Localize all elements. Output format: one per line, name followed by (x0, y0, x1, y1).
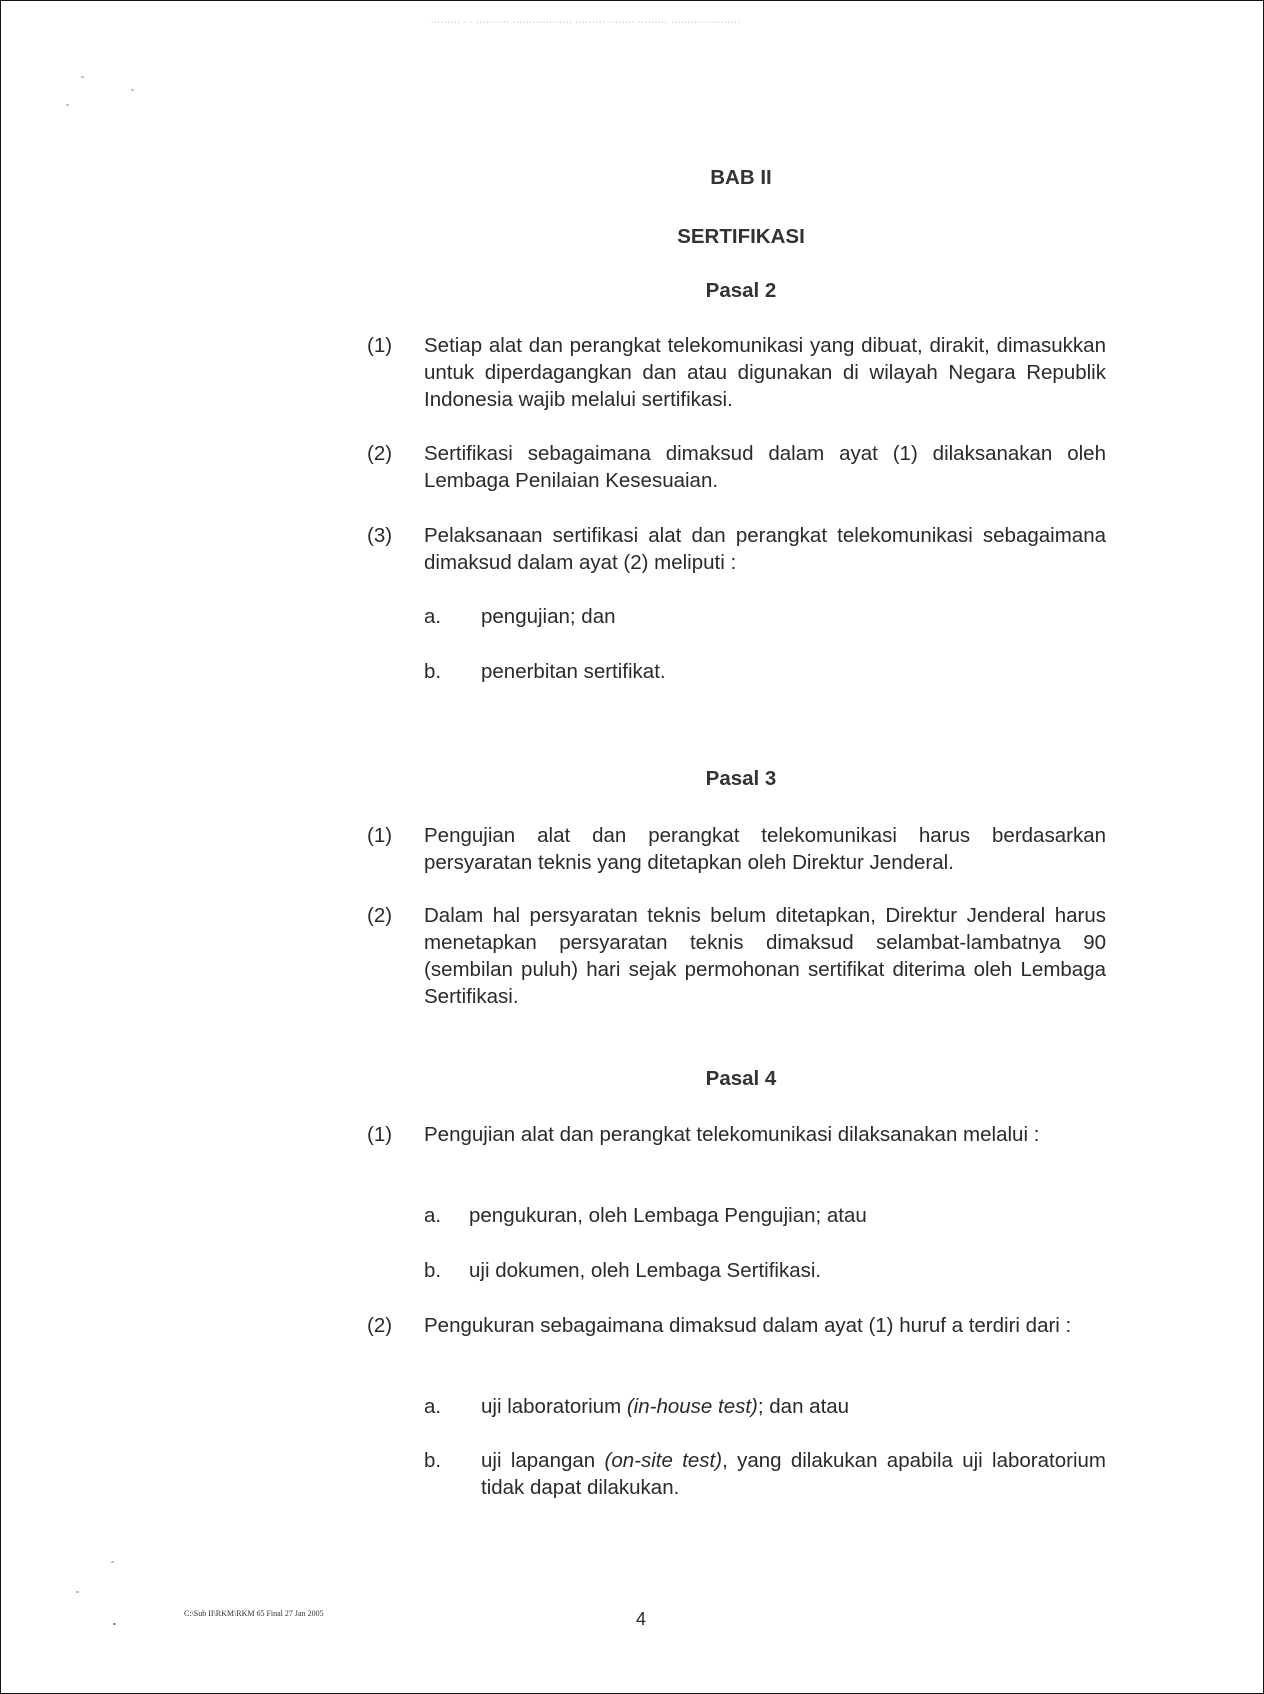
chapter-title: SERTIFIKASI (677, 225, 805, 248)
item-a-text-post: ; dan atau (757, 1395, 850, 1418)
pasal-2-ayat-1-number: (1) (367, 334, 393, 357)
pasal-2-ayat-3-number: (3) (367, 524, 393, 547)
item-b-text-post: , yang dilakukan apabila uji laboratorium tidak dapat dilakukan. (481, 1449, 1106, 1499)
pasal-4-ayat-1-number: (1) (367, 1123, 393, 1146)
pasal-4-item-a-text: pengukuran, oleh Lembaga Pengujian; atau (469, 1204, 867, 1227)
pasal-2-ayat-2-number: (2) (367, 442, 393, 465)
pasal-4-item-a-label: a. (424, 1204, 442, 1227)
pasal-3-ayat-1-text: Pengujian alat dan perangkat telekomunikasi harus berdasarkan persyaratan teknis yang ditetapkan oleh Direktur Jenderal. (424, 824, 1106, 874)
chapter-heading: BAB II (710, 166, 772, 189)
pasal-4-item-b-text: uji dokumen, oleh Lembaga Sertifikasi. (469, 1259, 822, 1282)
pasal-2-item-a-label: a. (424, 605, 442, 628)
pasal-3-ayat-2-text: Dalam hal persyaratan teknis belum ditetapkan, Direktur Jenderal harus menetapkan persyaratan teknis dimaksud selambat-lambatnya 90 (sembilan puluh) hari sejak permohonan sertifikat diterima oleh Lembaga Sertifikasi. (424, 904, 1106, 1008)
pasal-4-ayat-2-item-a-text (481, 1393, 1106, 1420)
pasal-2-item-a-text: pengujian; dan (481, 605, 616, 628)
footer-file-path: C:\Sub II\RKM\RKM 65 Final 27 Jan 2005 (184, 1609, 324, 1618)
header-scan-noise: ········· · · ·········· ·················· ········· ········ ········· ····················· (431, 19, 742, 26)
pasal-2-title: Pasal 2 (705, 279, 777, 302)
pasal-2-item-b-label: b. (424, 660, 442, 683)
pasal-2-ayat-2-text: Sertifikasi sebagaimana dimaksud dalam ayat (1) dilaksanakan oleh Lembaga Penilaian Kesesuaian. (424, 442, 1106, 492)
page-number: 4 (636, 1609, 647, 1629)
scan-speck (111, 1561, 114, 1563)
item-b-text-italic: (on-site test) (604, 1449, 723, 1472)
scan-speck (81, 76, 84, 78)
pasal-4-ayat-2-item-b-label: b. (424, 1449, 442, 1472)
pasal-4-item-b-label: b. (424, 1259, 442, 1282)
pasal-2-ayat-3-text: Pelaksanaan sertifikasi alat dan perangkat telekomunikasi sebagaimana dimaksud dalam ayat (2) meliputi : (424, 524, 1106, 574)
pasal-4-ayat-2-text: Pengukuran sebagaimana dimaksud dalam ayat (1) huruf a terdiri dari : (424, 1314, 1072, 1337)
pasal-3-title: Pasal 3 (705, 767, 777, 790)
pasal-4-title: Pasal 4 (705, 1067, 777, 1090)
item-a-text-pre: uji laboratorium (481, 1395, 627, 1418)
pasal-3-ayat-1-number: (1) (367, 824, 393, 847)
scan-speck (113, 1623, 116, 1625)
item-a-text-italic: (in-house test) (626, 1395, 758, 1418)
pasal-4-ayat-2-number: (2) (367, 1314, 393, 1337)
pasal-4-ayat-1-text: Pengujian alat dan perangkat telekomunikasi dilaksanakan melalui : (424, 1123, 1040, 1146)
pasal-4-ayat-2-item-a-label: a. (424, 1395, 442, 1418)
scan-speck (131, 89, 134, 91)
scan-speck (66, 104, 69, 106)
scan-speck (76, 1591, 79, 1593)
pasal-2-item-b-text: penerbitan sertifikat. (481, 660, 666, 683)
item-b-text-pre: uji lapangan (481, 1449, 605, 1472)
pasal-3-ayat-2-number: (2) (367, 904, 393, 927)
pasal-4-ayat-2-item-b-text (481, 1447, 1106, 1501)
pasal-2-ayat-1-text: Setiap alat dan perangkat telekomunikasi yang dibuat, dirakit, dimasukkan untuk diperdagangkan dan atau digunakan di wilayah Negara Republik Indonesia wajib melalui sertifikasi. (424, 334, 1106, 411)
